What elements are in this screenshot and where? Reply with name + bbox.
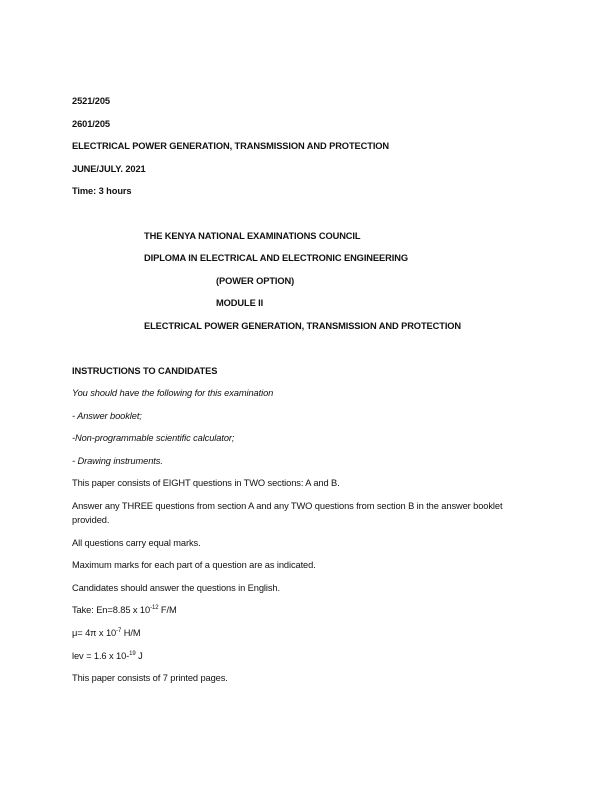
constant-exponent: -12 xyxy=(150,605,159,611)
instructions-heading: INSTRUCTIONS TO CANDIDATES xyxy=(72,366,218,376)
constant-text: Take: En=8.85 x 10 xyxy=(72,605,151,615)
page-count: This paper consists of 7 printed pages. xyxy=(72,673,228,683)
paper-code-2: 2601/205 xyxy=(72,119,110,129)
exam-duration: Time: 3 hours xyxy=(72,186,132,196)
diploma-name: DIPLOMA IN ELECTRICAL AND ELECTRONIC ENGINEERING xyxy=(144,253,408,263)
rule-item: Maximum marks for each part of a question are as indicated. xyxy=(72,560,316,570)
requirement-item: - Answer booklet; xyxy=(72,411,142,421)
constant-permeability xyxy=(72,627,140,639)
module-name: MODULE II xyxy=(216,298,264,308)
constant-unit: J xyxy=(135,651,143,661)
constant-permittivity xyxy=(72,604,177,616)
constant-exponent: -7 xyxy=(116,628,122,634)
requirement-item: -Non-programmable scientific calculator; xyxy=(72,433,235,443)
constant-unit: F/M xyxy=(158,605,177,615)
requirements-intro: You should have the following for this examination xyxy=(72,388,274,398)
constant-text: μ= 4π x 10 xyxy=(72,628,117,638)
exam-session: JUNE/JULY. 2021 xyxy=(72,164,146,174)
requirement-item: - Drawing instruments. xyxy=(72,456,163,466)
council-name: THE KENYA NATIONAL EXAMINATIONS COUNCIL xyxy=(144,231,361,241)
paper-code-1: 2521/205 xyxy=(72,96,110,106)
constant-electron-volt xyxy=(72,650,143,662)
paper-title: ELECTRICAL POWER GENERATION, TRANSMISSION AND PROTECTION xyxy=(72,141,390,151)
council-paper-title: ELECTRICAL POWER GENERATION, TRANSMISSION AND PROTECTION xyxy=(144,321,462,331)
constant-text: lev = 1.6 x 10- xyxy=(72,651,130,661)
rule-item: This paper consists of EIGHT questions in TWO sections: A and B. xyxy=(72,478,340,488)
option-name: (POWER OPTION) xyxy=(216,276,295,286)
constant-exponent: 19 xyxy=(129,651,136,657)
rule-item: Answer any THREE questions from section A and any TWO questions from section B in the answer booklet provided. xyxy=(72,501,503,525)
rule-item: Candidates should answer the questions in English. xyxy=(72,583,280,593)
constant-unit: H/M xyxy=(121,628,141,638)
rule-item: All questions carry equal marks. xyxy=(72,538,201,548)
